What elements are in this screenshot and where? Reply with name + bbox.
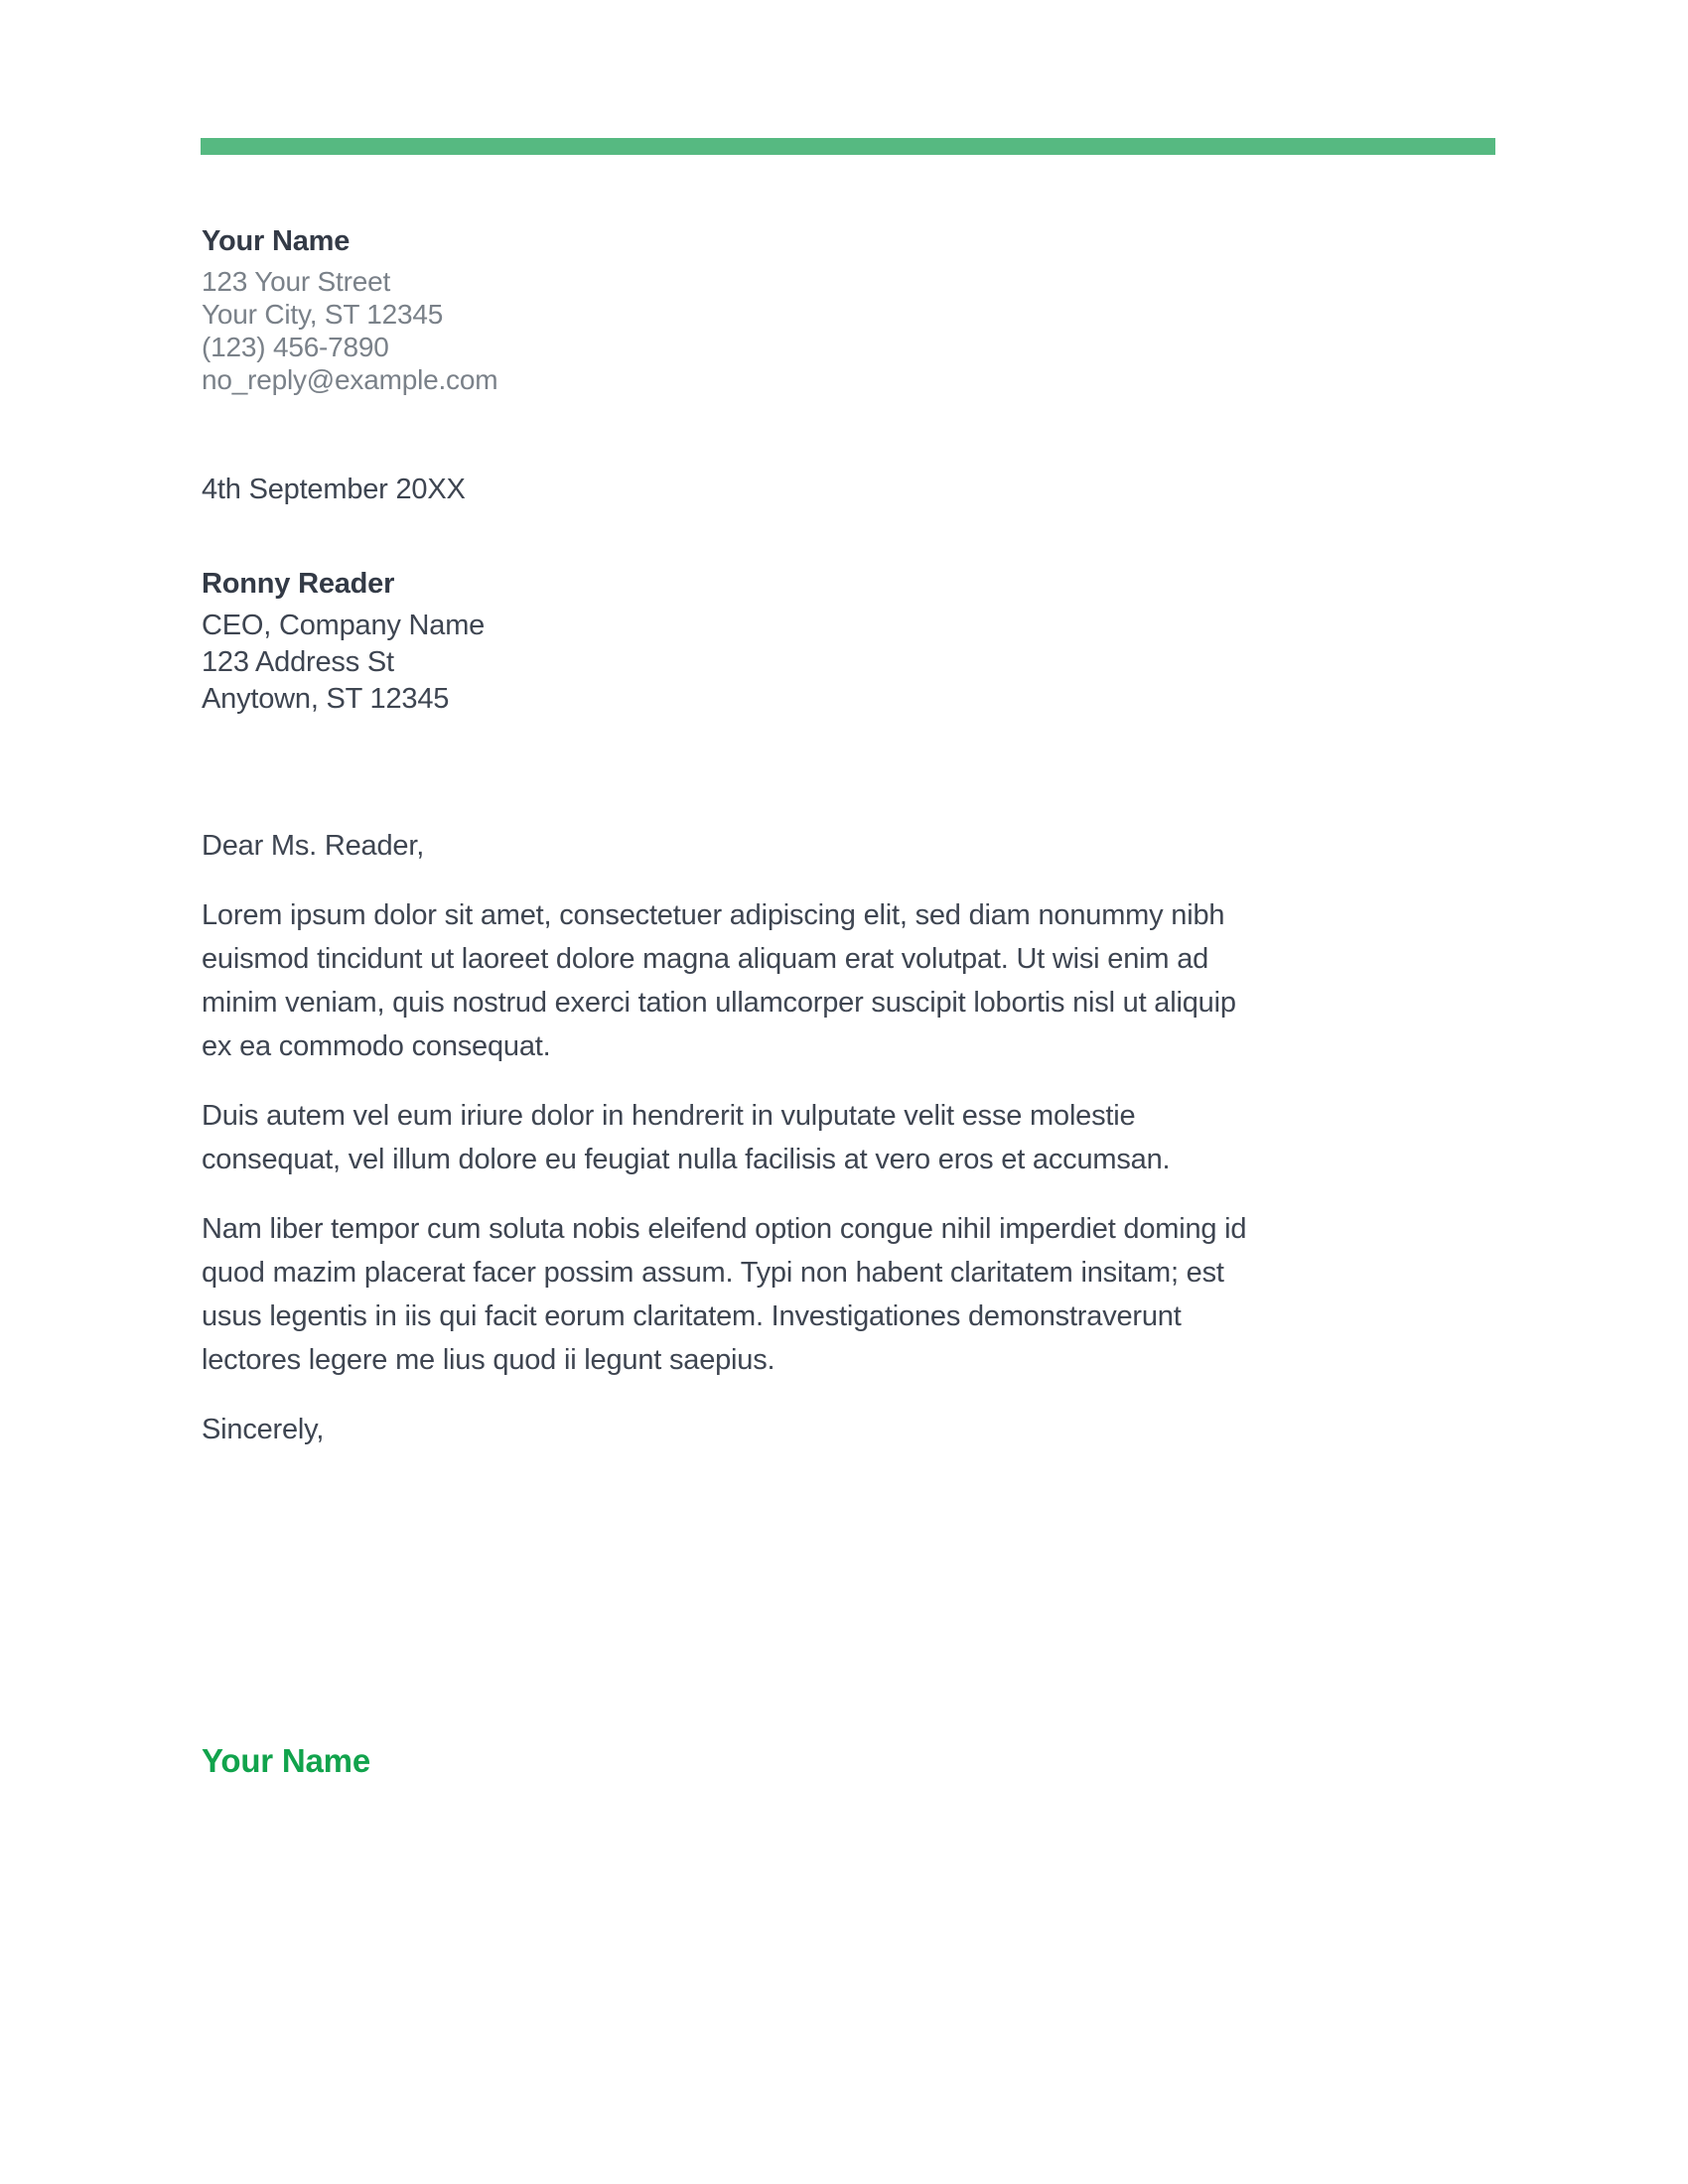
recipient-name: Ronny Reader <box>202 568 395 600</box>
accent-bar <box>201 138 1495 155</box>
letter-body <box>202 824 1250 1477</box>
body-paragraph: Nam liber tempor cum soluta nobis eleifend option congue nihil imperdiet doming id quod mazim placerat facer possim assum. Typi non habent claritatem insitam; est usus legentis in iis qui facit eorum claritatem. Investigationes demonstraverunt lectores legere me lius quod ii legunt saepius. <box>202 1213 1247 1376</box>
recipient-city: Anytown, ST 12345 <box>202 683 450 715</box>
recipient-address-block <box>202 608 1254 718</box>
sender-email: no_reply@example.com <box>202 364 498 395</box>
sender-address-block <box>202 265 1254 396</box>
sender-city: Your City, ST 12345 <box>202 299 444 330</box>
body-paragraph: Duis autem vel eum iriure dolor in hendrerit in vulputate velit esse molestie consequat, vel illum dolore eu feugiat nulla facilisis at vero eros et accumsan. <box>202 1100 1171 1175</box>
recipient-street: 123 Address St <box>202 646 394 678</box>
sender-phone: (123) 456-7890 <box>202 332 389 362</box>
sender-name: Your Name <box>202 225 351 257</box>
closing: Sincerely, <box>202 1414 325 1445</box>
salutation: Dear Ms. Reader, <box>202 830 425 862</box>
letter-date: 4th September 20XX <box>202 474 466 505</box>
recipient-title-company: CEO, Company Name <box>202 610 486 641</box>
body-paragraph: Lorem ipsum dolor sit amet, consectetuer adipiscing elit, sed diam nonummy nibh euismod tincidunt ut laoreet dolore magna aliquam erat volutpat. Ut wisi enim ad minim veniam, quis nostrud exerci tation ullamcorper suscipit lobortis nisl ut aliquip ex ea commodo consequat. <box>202 899 1236 1062</box>
signature-name: Your Name <box>202 1742 370 1779</box>
sender-street: 123 Your Street <box>202 266 391 297</box>
